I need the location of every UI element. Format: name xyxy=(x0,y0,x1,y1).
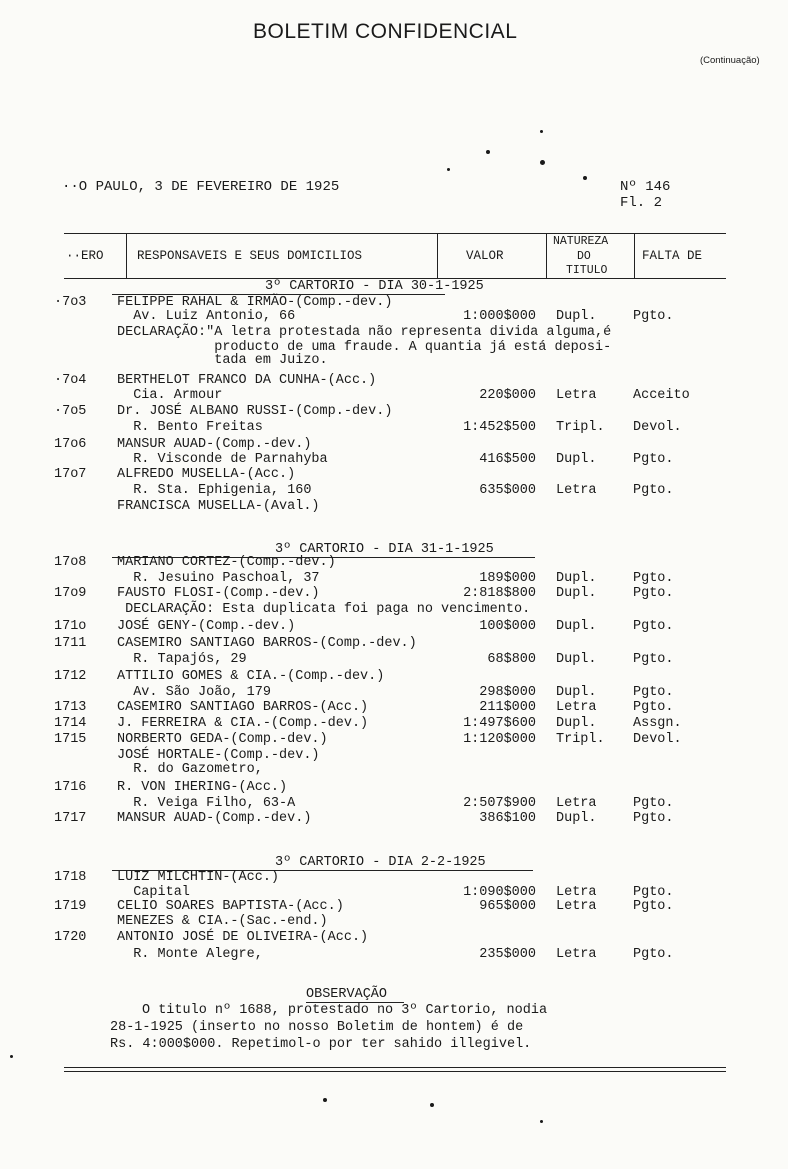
entry-text: R. Monte Alegre, xyxy=(117,947,263,962)
entry-text: Dr. JOSÉ ALBANO RUSSI-(Comp.-dev.) xyxy=(117,404,393,419)
observation-heading: OBSERVAÇÃO xyxy=(306,987,388,1002)
entry-reason: Pgto. xyxy=(633,586,674,601)
entry-reason: Assgn. xyxy=(633,716,682,731)
entry-text: ATTILIO GOMES & CIA.-(Comp.-dev.) xyxy=(117,669,385,684)
entry-text: CASEMIRO SANTIAGO BARROS-(Comp.-dev.) xyxy=(117,636,417,651)
header-natureza-1: NATUREZA xyxy=(553,235,609,248)
entry-text: Capital xyxy=(117,885,190,900)
entry-text: BERTHELOT FRANCO DA CUNHA-(Acc.) xyxy=(117,373,377,388)
entry-text: R. Sta. Ephigenia, 160 xyxy=(117,483,312,498)
entry-text: FAUSTO FLOSI-(Comp.-dev.) xyxy=(117,586,320,601)
entry-number: 1716 xyxy=(54,780,87,795)
header-natureza-3: TITULO xyxy=(566,264,608,277)
header-divider xyxy=(126,233,127,278)
entry-number: ·7o4 xyxy=(54,373,87,388)
entry-number: 17o8 xyxy=(54,555,87,570)
header-divider xyxy=(546,233,547,278)
entry-number: 1718 xyxy=(54,870,87,885)
entry-reason: Acceito xyxy=(633,388,690,403)
header-responsaveis: RESPONSAVEIS E SEUS DOMICILIOS xyxy=(137,249,363,263)
entry-number: ·7o3 xyxy=(54,295,87,310)
entry-nature: Dupl. xyxy=(556,619,597,634)
header-top-rule xyxy=(64,233,726,234)
ink-speck xyxy=(583,176,587,180)
entry-text: MANSUR AUAD-(Comp.-dev.) xyxy=(117,811,312,826)
entry-reason: Pgto. xyxy=(633,796,674,811)
entry-text: MARIANO CORTEZ-(Comp.-dev.) xyxy=(117,555,336,570)
observation-line: Rs. 4:000$000. Repetimol-o por ter sahido illegivel. xyxy=(110,1037,532,1052)
entry-value: 2:818$800 xyxy=(463,586,536,601)
entry-nature: Tripl. xyxy=(556,732,605,747)
entry-text: CELIO SOARES BAPTISTA-(Acc.) xyxy=(117,899,344,914)
entry-text: Av. São João, 179 xyxy=(117,685,271,700)
entry-reason: Pgto. xyxy=(633,947,674,962)
entry-text: JOSÉ HORTALE-(Comp.-dev.) xyxy=(117,748,320,763)
entry-text: LUIZ MILCHTIN-(Acc.) xyxy=(117,870,280,885)
entry-text: DECLARAÇÃO: Esta duplicata foi paga no vencimento. xyxy=(117,602,531,617)
ink-speck xyxy=(540,130,543,133)
document-number: Nº 146 xyxy=(620,179,671,195)
entry-nature: Dupl. xyxy=(556,716,597,731)
entry-number: 1711 xyxy=(54,636,87,651)
entry-text: R. Jesuino Paschoal, 37 xyxy=(117,571,320,586)
entry-text: J. FERREIRA & CIA.-(Comp.-dev.) xyxy=(117,716,369,731)
header-natureza-2: DO xyxy=(577,250,591,263)
entry-reason: Pgto. xyxy=(633,452,674,467)
ink-speck xyxy=(540,1120,543,1123)
entry-number: 171o xyxy=(54,619,87,634)
entry-nature: Letra xyxy=(556,947,597,962)
entry-nature: Dupl. xyxy=(556,652,597,667)
header-divider xyxy=(634,233,635,278)
ink-speck xyxy=(430,1103,434,1107)
entry-nature: Letra xyxy=(556,796,597,811)
entry-reason: Pgto. xyxy=(633,652,674,667)
entry-value: 965$000 xyxy=(479,899,536,914)
header-valor: VALOR xyxy=(466,249,504,263)
footer-rule xyxy=(64,1071,726,1072)
entry-text: MENEZES & CIA.-(Sac.-end.) xyxy=(117,914,328,929)
entry-text: R. do Gazometro, xyxy=(117,762,263,777)
ink-speck xyxy=(10,1055,13,1058)
entry-text: tada em Juizo. xyxy=(117,353,328,368)
entry-nature: Letra xyxy=(556,483,597,498)
ink-speck xyxy=(323,1098,327,1102)
entry-number: 1717 xyxy=(54,811,87,826)
section-heading: 3º CARTORIO - DIA 31-1-1925 xyxy=(275,542,494,557)
ink-speck xyxy=(486,150,490,154)
entry-nature: Dupl. xyxy=(556,685,597,700)
entry-value: 100$000 xyxy=(479,619,536,634)
entry-text: Av. Luiz Antonio, 66 xyxy=(117,309,296,324)
entry-value: 189$000 xyxy=(479,571,536,586)
ink-speck xyxy=(447,168,450,171)
entry-number: 17o7 xyxy=(54,467,87,482)
entry-text: MANSUR AUAD-(Comp.-dev.) xyxy=(117,437,312,452)
entry-value: 635$000 xyxy=(479,483,536,498)
entry-reason: Pgto. xyxy=(633,309,674,324)
entry-value: 235$000 xyxy=(479,947,536,962)
entry-text: R. Bento Freitas xyxy=(117,420,263,435)
section-heading: 3º CARTORIO - DIA 30-1-1925 xyxy=(265,279,484,294)
entry-reason: Pgto. xyxy=(633,483,674,498)
entry-nature: Letra xyxy=(556,899,597,914)
entry-text: NORBERTO GEDA-(Comp.-dev.) xyxy=(117,732,328,747)
entry-value: 386$100 xyxy=(479,811,536,826)
sheet-number: Fl. 2 xyxy=(620,195,663,211)
entry-reason: Devol. xyxy=(633,420,682,435)
entry-text: R. Veiga Filho, 63-A xyxy=(117,796,296,811)
entry-nature: Dupl. xyxy=(556,571,597,586)
entry-nature: Letra xyxy=(556,388,597,403)
entry-value: 1:497$600 xyxy=(463,716,536,731)
entry-nature: Dupl. xyxy=(556,586,597,601)
entry-reason: Devol. xyxy=(633,732,682,747)
entry-reason: Pgto. xyxy=(633,811,674,826)
entry-nature: Letra xyxy=(556,700,597,715)
entry-value: 211$000 xyxy=(479,700,536,715)
entry-text: ANTONIO JOSÉ DE OLIVEIRA-(Acc.) xyxy=(117,930,369,945)
entry-number: 17o6 xyxy=(54,437,87,452)
header-falta: FALTA DE xyxy=(642,249,703,263)
observation-line: 28-1-1925 (inserto no nosso Boletim de hontem) é de xyxy=(110,1020,524,1035)
entry-reason: Pgto. xyxy=(633,700,674,715)
entry-reason: Pgto. xyxy=(633,899,674,914)
entry-nature: Dupl. xyxy=(556,452,597,467)
entry-reason: Pgto. xyxy=(633,619,674,634)
entry-value: 1:090$000 xyxy=(463,885,536,900)
entry-number: 1713 xyxy=(54,700,87,715)
entry-text: FRANCISCA MUSELLA-(Aval.) xyxy=(117,499,320,514)
entry-number: 1720 xyxy=(54,930,87,945)
entry-value: 220$000 xyxy=(479,388,536,403)
entry-text: producto de uma fraude. A quantia já está deposi- xyxy=(117,340,612,355)
ink-speck xyxy=(540,160,545,165)
entry-value: 68$800 xyxy=(487,652,536,667)
document-title: BOLETIM CONFIDENCIAL xyxy=(253,20,518,43)
entry-nature: Dupl. xyxy=(556,309,597,324)
entry-text: CASEMIRO SANTIAGO BARROS-(Acc.) xyxy=(117,700,369,715)
entry-nature: Tripl. xyxy=(556,420,605,435)
date-line: ··O PAULO, 3 DE FEVEREIRO DE 1925 xyxy=(62,179,340,195)
entry-reason: Pgto. xyxy=(633,685,674,700)
section-heading: 3º CARTORIO - DIA 2-2-1925 xyxy=(275,855,486,870)
observation-line: O titulo nº 1688, protestado no 3º Cartorio, nodia xyxy=(142,1003,548,1018)
entry-text: ALFREDO MUSELLA-(Acc.) xyxy=(117,467,296,482)
entry-value: 1:000$000 xyxy=(463,309,536,324)
entry-reason: Pgto. xyxy=(633,571,674,586)
entry-number: 1714 xyxy=(54,716,87,731)
header-numero: ··ERO xyxy=(66,249,104,263)
entry-text: Cia. Armour xyxy=(117,388,223,403)
entry-value: 1:120$000 xyxy=(463,732,536,747)
entry-value: 298$000 xyxy=(479,685,536,700)
entry-text: DECLARAÇÃO:"A letra protestada não representa divida alguma,é xyxy=(117,325,612,340)
entry-value: 1:452$500 xyxy=(463,420,536,435)
entry-text: FELIPPE RAHAL & IRMÃO-(Comp.-dev.) xyxy=(117,295,393,310)
entry-nature: Letra xyxy=(556,885,597,900)
entry-value: 2:507$900 xyxy=(463,796,536,811)
entry-number: 17o9 xyxy=(54,586,87,601)
header-divider xyxy=(437,233,438,278)
entry-number: ·7o5 xyxy=(54,404,87,419)
continuation-label: (Continuação) xyxy=(700,55,760,66)
entry-text: R. Visconde de Parnahyba xyxy=(117,452,328,467)
entry-number: 1715 xyxy=(54,732,87,747)
entry-nature: Dupl. xyxy=(556,811,597,826)
footer-rule xyxy=(64,1067,726,1068)
entry-number: 1719 xyxy=(54,899,87,914)
entry-value: 416$500 xyxy=(479,452,536,467)
entry-reason: Pgto. xyxy=(633,885,674,900)
entry-text: R. VON IHERING-(Acc.) xyxy=(117,780,288,795)
entry-number: 1712 xyxy=(54,669,87,684)
entry-text: JOSÉ GENY-(Comp.-dev.) xyxy=(117,619,296,634)
entry-text: R. Tapajós, 29 xyxy=(117,652,247,667)
